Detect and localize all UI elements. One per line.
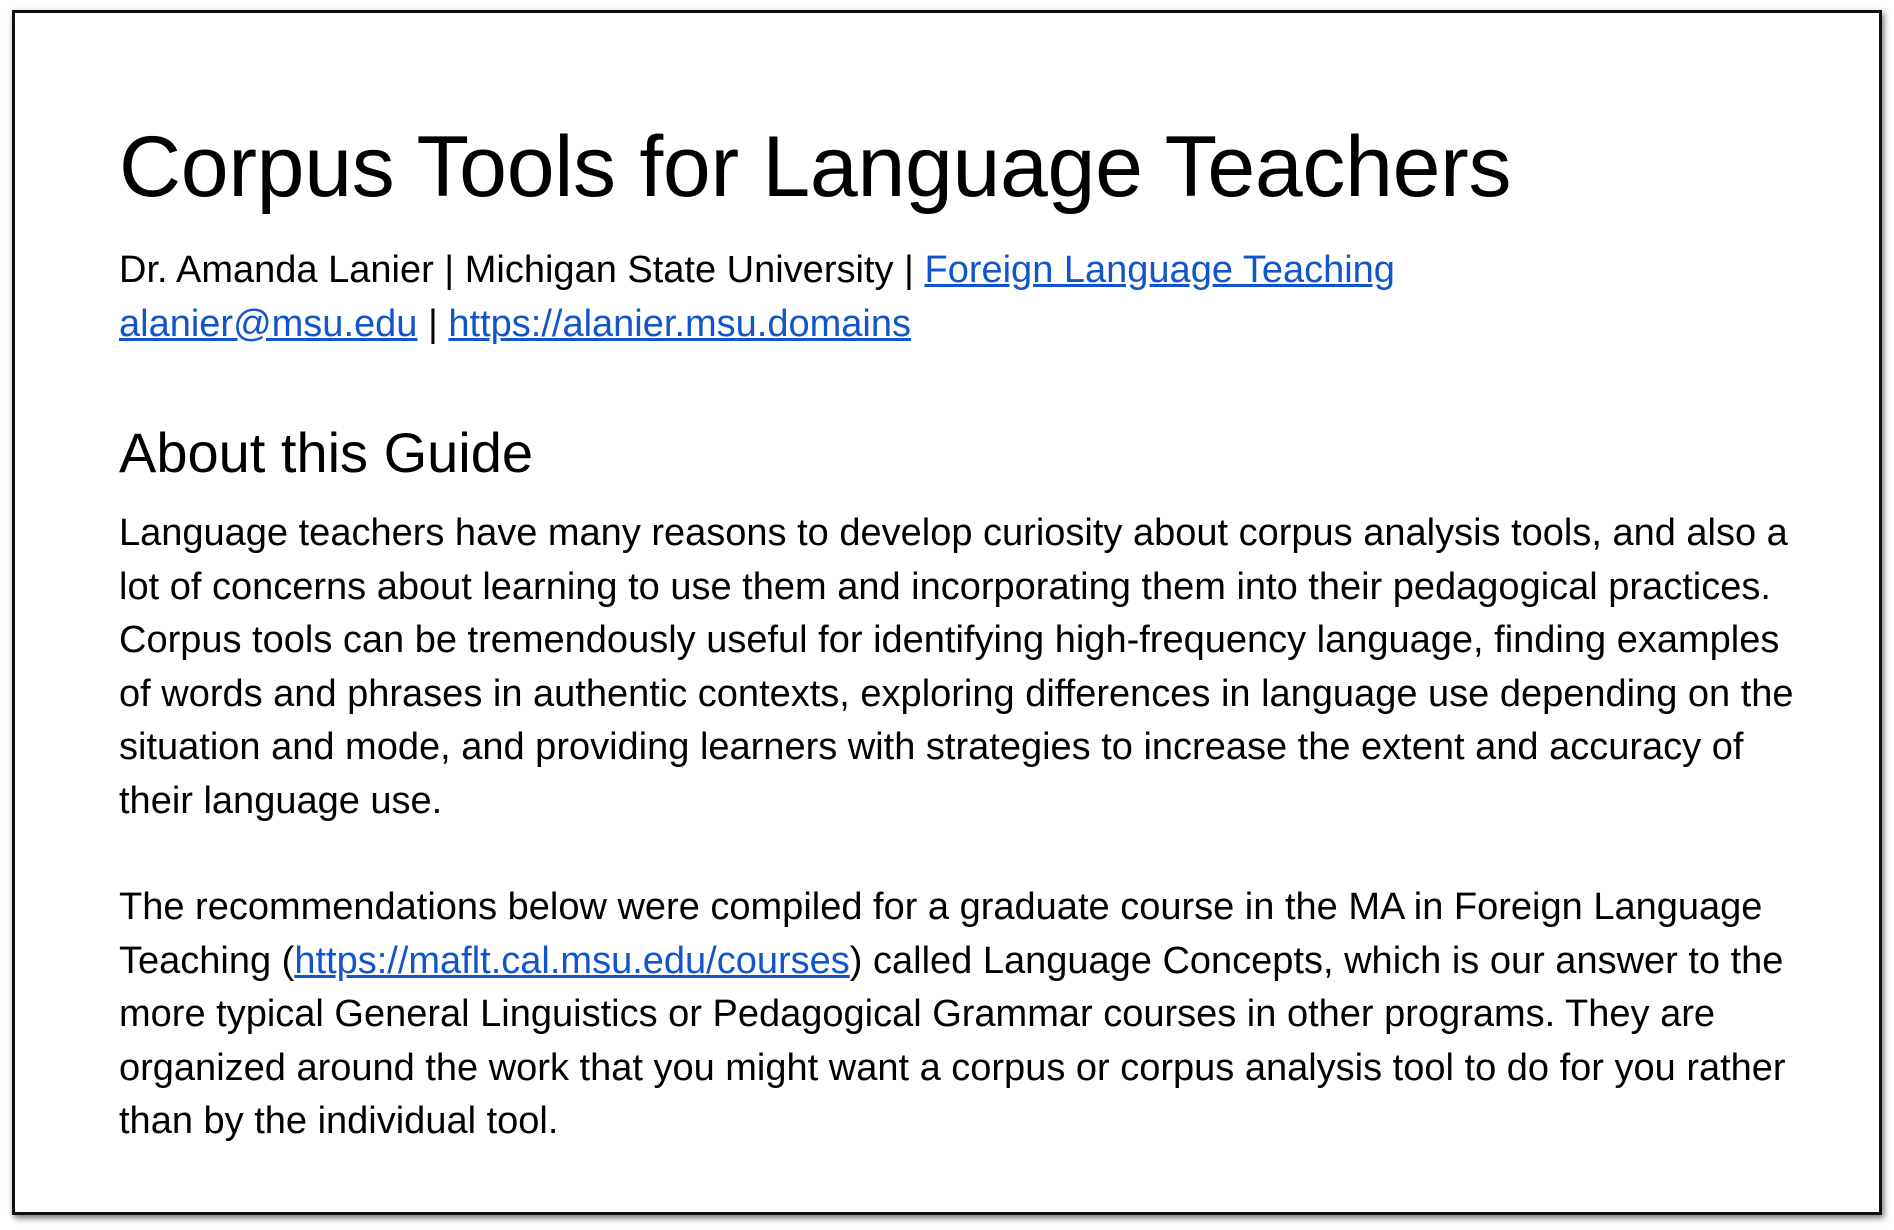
separator: |: [417, 303, 449, 345]
separator: |: [893, 249, 925, 291]
paragraph-text-before-link: The recommendations below were compiled for a graduate course in the MA in Foreign Language Teaching (: [119, 886, 1763, 982]
paragraph-text-after-link: ) called Language Concepts, which is our answer to the more typical General Linguistics or Pedagogical Grammar courses in other programs. They are organized around the work that you might want a corpus or corpus analysis tool to do for you rather than by the individual tool.: [119, 939, 1786, 1142]
program-link[interactable]: Foreign Language Teaching: [924, 249, 1395, 291]
author-line-2: [119, 297, 1819, 351]
courses-link[interactable]: https://maflt.cal.msu.edu/courses: [294, 939, 850, 982]
author-line-1: [119, 243, 1819, 297]
document-title: Corpus Tools for Language Teachers: [119, 119, 1512, 215]
institution-name: Michigan State University: [464, 249, 894, 291]
separator: |: [433, 249, 465, 291]
section-heading: About this Guide: [119, 421, 534, 484]
paragraph-intro: Language teachers have many reasons to develop curiosity about corpus analysis tools, and also a lot of concerns about learning to use them and incorporating them into their pedagogical practices. Corpus tools can be tremendously useful for identifying high-frequency language, finding examples of words and phrases in authentic contexts, exploring differences in language use depending on the situation and mode, and providing learners with strategies to increase the extent and accuracy of their language use.: [119, 512, 1794, 822]
author-name: Dr. Amanda Lanier: [119, 249, 434, 291]
document-content: [119, 117, 1819, 1149]
paragraph-recommendations: [119, 881, 1819, 1149]
author-info: [119, 243, 1819, 351]
document-frame: [12, 10, 1882, 1215]
website-link[interactable]: https://alanier.msu.domains: [448, 303, 911, 345]
email-link[interactable]: alanier@msu.edu: [119, 303, 418, 345]
